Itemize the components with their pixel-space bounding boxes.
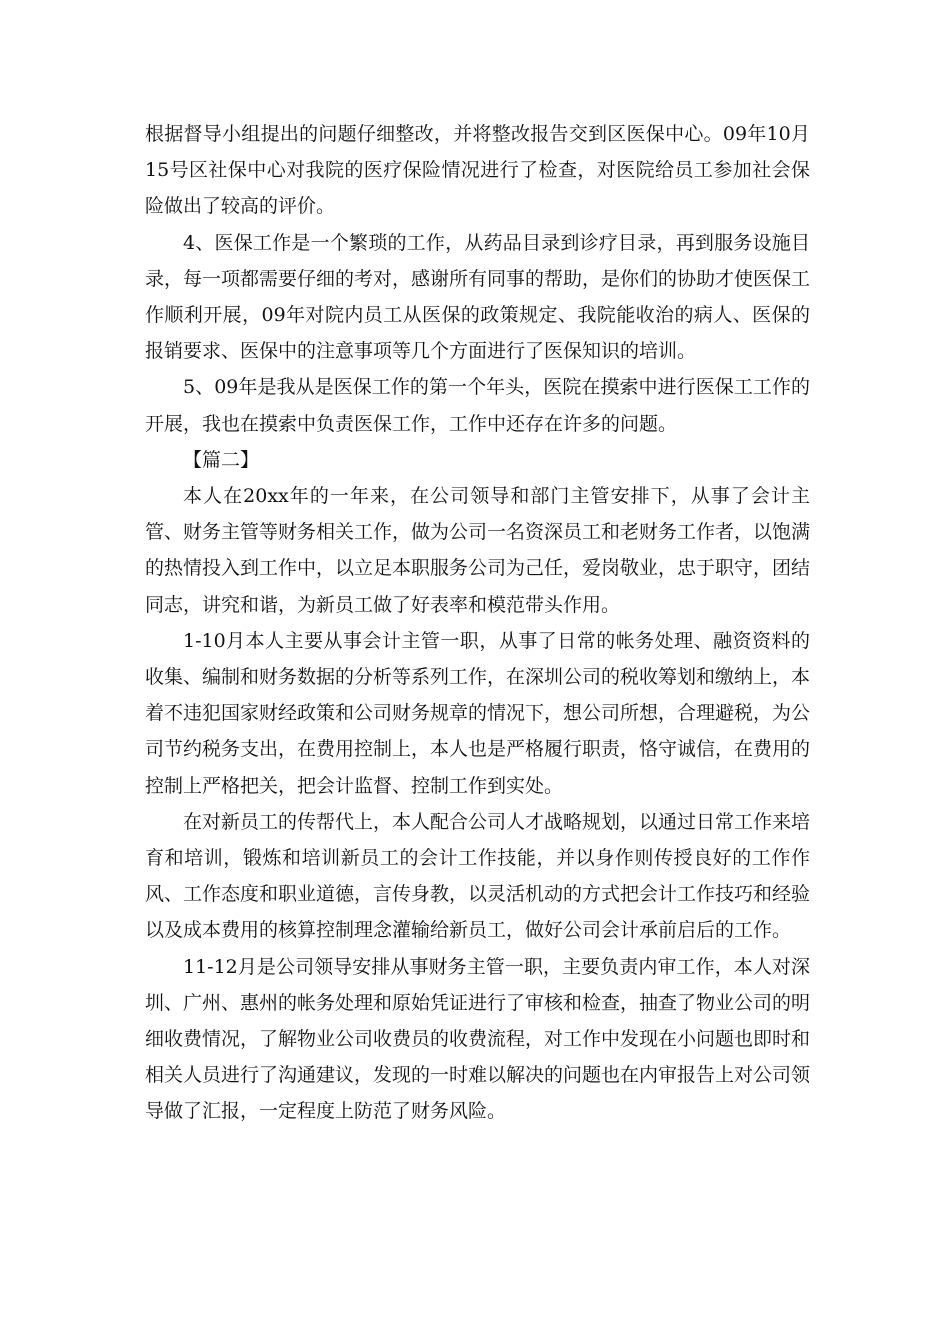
section-paragraph-3: 在对新员工的传帮代上，本人配合公司人才战略规划，以通过日常工作来培育和培训，锻炼和培训新员工的会计工作技能，并以身作则传授良好的工作作风、工作态度和职业道德，言传身教，以灵活机动的方式把会计工作技巧和经验以及成本费用的核算控制理念灌输给新员工，做好公司会计承前启后的工作。 [145, 810, 811, 942]
paragraph-1: 根据督导小组提出的问题仔细整改，并将整改报告交到区医保中心。09年10月15号区社保中心对我院的医疗保险情况进行了检查，对医院给员工参加社会保险做出了较高的评价。 [145, 123, 810, 218]
section-paragraph-2: 1-10月本人主要从事会计主管一职，从事了日常的帐务处理、融资资料的收集、编制和财务数据的分析等系列工作，在深圳公司的税收筹划和缴纳上，本着不违犯国家财经政策和公司财务规章的情况下，想公司所想，合理避税，为公司节约税务支出，在费用控制上，本人也是严格履行职责，恪守诚信，在费用的控制上严格把关，把会计监督、控制工作到实处。 [145, 629, 811, 797]
paragraph-3: 5、09年是我从是医保工作的第一个年头，医院在摸索中进行医保工工作的开展，我也在摸索中负责医保工作，工作中还存在许多的问题。 [145, 376, 810, 435]
section-paragraph-1: 本人在20xx年的一年来，在公司领导和部门主管安排下，从事了会计主管、财务主管等财务相关工作，做为公司一名资深员工和老财务工作者，以饱满的热情投入到工作中，以立足本职服务公司为己任，爱岗敬业，忠于职守，团结同志，讲究和谐，为新员工做了好表率和模范带头作用。 [145, 485, 811, 616]
document-page [145, 116, 810, 1130]
section-paragraph-4: 11-12月是公司领导安排从事财务主管一职，主要负责内审工作，本人对深圳、广州、惠州的帐务处理和原始凭证进行了审核和检查，抽查了物业公司的明细收费情况，了解物业公司收费员的收费流程，对工作中发现在小问题也即时和相关人员进行了沟通建议，发现的一时难以解决的问题也在内审报告上对公司领导做了汇报，一定程度上防范了财务风险。 [145, 955, 811, 1123]
paragraph-2: 4、医保工作是一个繁琐的工作，从药品目录到诊疗目录，再到服务设施目录，每一项都需要仔细的考对，感谢所有同事的帮助，是你们的协助才使医保工作顺利开展，09年对院内员工从医保的政策规定、我院能收治的病人、医保的报销要求、医保中的注意事项等几个方面进行了医保知识的培训。 [145, 231, 811, 363]
section-heading: 【篇二】 [183, 448, 260, 471]
